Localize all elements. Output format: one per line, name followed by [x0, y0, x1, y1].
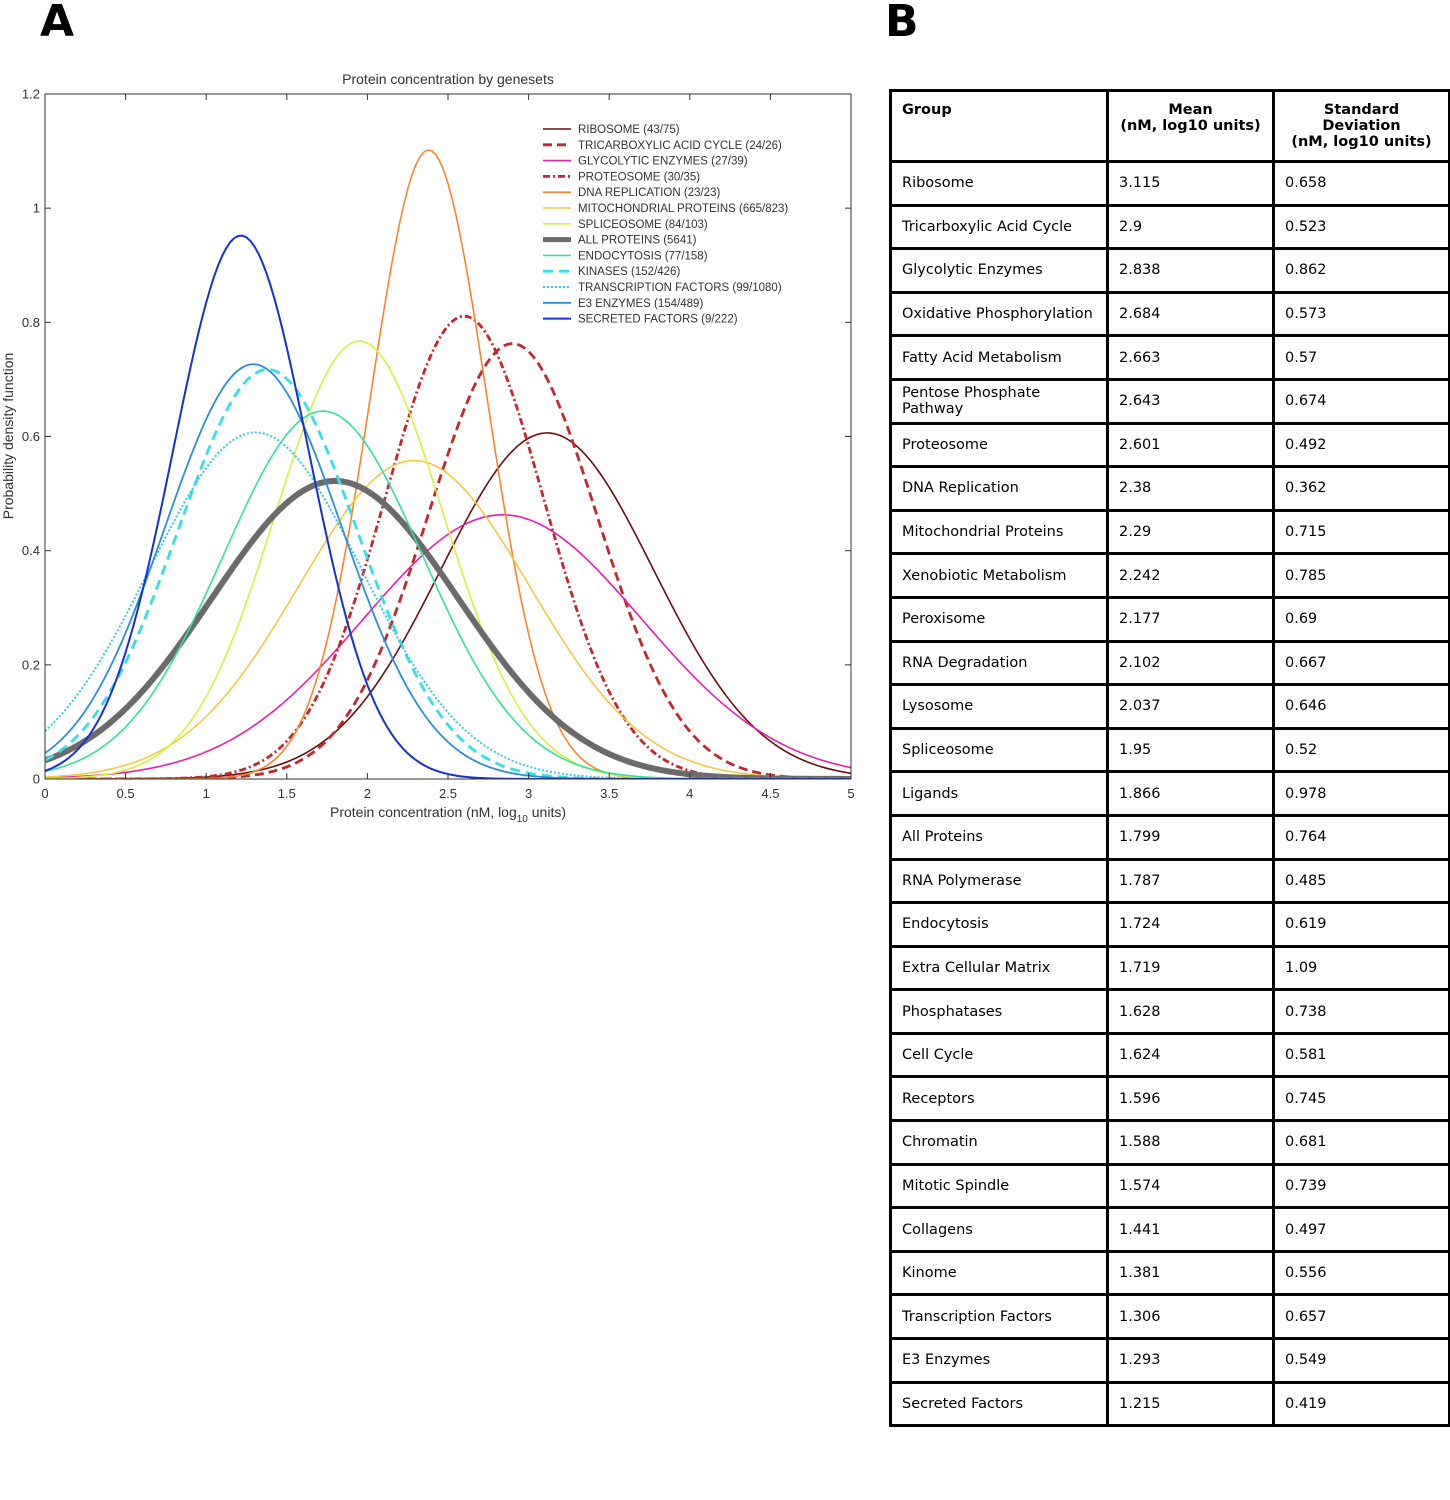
- cell-sd: 0.573: [1274, 292, 1450, 336]
- cell-sd: 0.715: [1274, 510, 1450, 554]
- y-tick-label: 0.2: [21, 657, 40, 673]
- table-row: [891, 292, 1450, 336]
- cell-mean: 1.381: [1108, 1251, 1274, 1295]
- y-axis-label: Probability density function: [0, 352, 16, 520]
- cell-group: Cell Cycle: [891, 1033, 1108, 1077]
- series-line: [45, 369, 851, 779]
- legend-entry: KINASES (152/426): [578, 266, 681, 279]
- x-tick-label: 2: [363, 786, 372, 801]
- cell-group: Lysosome: [891, 685, 1108, 729]
- series-layer: [45, 150, 851, 779]
- cell-group: Proteosome: [891, 423, 1108, 467]
- x-tick-label: 4.5: [761, 786, 780, 801]
- table-row: [891, 946, 1450, 990]
- cell-group: Chromatin: [891, 1121, 1108, 1165]
- table-row: [891, 1121, 1450, 1165]
- cell-sd: 0.362: [1274, 467, 1450, 511]
- cell-group: Xenobiotic Metabolism: [891, 554, 1108, 598]
- cell-sd: 0.785: [1274, 554, 1450, 598]
- legend-entry: ENDOCYTOSIS (77/158): [578, 250, 708, 263]
- x-axis-label-suffix: units): [527, 804, 567, 820]
- x-tick-label: 3: [524, 786, 533, 801]
- cell-sd: 0.764: [1274, 815, 1450, 859]
- cell-mean: 2.9: [1108, 205, 1274, 249]
- cell-sd: 0.739: [1274, 1164, 1450, 1208]
- cell-mean: 3.115: [1108, 162, 1274, 206]
- series-line: [45, 150, 851, 779]
- cell-sd: 0.646: [1274, 685, 1450, 729]
- cell-sd: 0.549: [1274, 1339, 1450, 1383]
- x-axis-label-prefix: Protein concentration (nM, log: [329, 804, 517, 820]
- cell-mean: 2.242: [1108, 554, 1274, 598]
- table-header-row: [891, 91, 1450, 162]
- legend-entry: DNA REPLICATION (23/23): [578, 187, 721, 200]
- cell-group: Extra Cellular Matrix: [891, 946, 1108, 990]
- table-row: [891, 1164, 1450, 1208]
- y-tick-label: 0.4: [21, 543, 40, 559]
- x-tick-label: 2.5: [438, 786, 458, 801]
- cell-sd: 0.57: [1274, 336, 1450, 380]
- cell-sd: 0.581: [1274, 1033, 1450, 1077]
- cell-sd: 0.745: [1274, 1077, 1450, 1121]
- x-axis-label: [330, 804, 566, 825]
- cell-sd: 0.738: [1274, 990, 1450, 1034]
- cell-mean: 2.29: [1108, 510, 1274, 554]
- legend-entry: ALL PROTEINS (5641): [578, 234, 697, 247]
- ticks-layer: [22, 87, 855, 802]
- table-row: [891, 772, 1450, 816]
- table-row: [891, 1251, 1450, 1295]
- cell-sd: 0.485: [1274, 859, 1450, 903]
- cell-group: Tricarboxylic Acid Cycle: [891, 205, 1108, 249]
- cell-group: Transcription Factors: [891, 1295, 1108, 1339]
- table-row: [891, 1033, 1450, 1077]
- legend-entry: RIBOSOME (43/75): [578, 124, 680, 136]
- table-row: [891, 815, 1450, 859]
- cell-mean: 2.838: [1108, 249, 1274, 293]
- cell-group: Collagens: [891, 1208, 1108, 1252]
- cell-group: Glycolytic Enzymes: [891, 249, 1108, 293]
- cell-mean: 2.601: [1108, 423, 1274, 467]
- cell-sd: 1.09: [1274, 946, 1450, 990]
- cell-sd: 0.657: [1274, 1295, 1450, 1339]
- table-row: [891, 685, 1450, 729]
- cell-mean: 1.596: [1108, 1077, 1274, 1121]
- table-row: [891, 379, 1450, 423]
- cell-mean: 1.293: [1108, 1339, 1274, 1383]
- y-tick-label: 0.8: [21, 314, 40, 330]
- y-tick-label: 1.2: [21, 86, 40, 102]
- legend-entry: TRANSCRIPTION FACTORS (99/1080): [578, 282, 782, 294]
- cell-mean: 2.643: [1108, 379, 1274, 423]
- cell-mean: 2.38: [1108, 467, 1274, 511]
- cell-group: Endocytosis: [891, 903, 1108, 947]
- cell-group: Spliceosome: [891, 728, 1108, 772]
- cell-mean: 2.037: [1108, 685, 1274, 729]
- cell-group: All Proteins: [891, 815, 1108, 859]
- cell-mean: 1.624: [1108, 1033, 1274, 1077]
- cell-mean: 1.799: [1108, 815, 1274, 859]
- cell-sd: 0.619: [1274, 903, 1450, 947]
- cell-group: DNA Replication: [891, 467, 1108, 511]
- cell-group: Phosphatases: [891, 990, 1108, 1034]
- y-tick-label: 1: [32, 200, 40, 216]
- cell-group: Pentose Phosphate Pathway: [891, 379, 1108, 423]
- cell-group: RNA Polymerase: [891, 859, 1108, 903]
- legend-entry: PROTEOSOME (30/35): [578, 171, 701, 184]
- cell-sd: 0.862: [1274, 249, 1450, 293]
- cell-mean: 1.215: [1108, 1382, 1274, 1426]
- legend-entry: SPLICEOSOME (84/103): [578, 218, 708, 231]
- cell-group: E3 Enzymes: [891, 1339, 1108, 1383]
- cell-sd: 0.681: [1274, 1121, 1450, 1165]
- series-line: [45, 364, 851, 779]
- cell-group: RNA Degradation: [891, 641, 1108, 685]
- cell-group: Mitotic Spindle: [891, 1164, 1108, 1208]
- table-row: [891, 1295, 1450, 1339]
- cell-mean: 2.684: [1108, 292, 1274, 336]
- cell-sd: 0.492: [1274, 423, 1450, 467]
- cell-sd: 0.523: [1274, 205, 1450, 249]
- cell-sd: 0.497: [1274, 1208, 1450, 1252]
- y-tick-label: 0: [32, 771, 40, 787]
- cell-mean: 1.574: [1108, 1164, 1274, 1208]
- cell-mean: 1.719: [1108, 946, 1274, 990]
- table-row: [891, 641, 1450, 685]
- table-row: [891, 162, 1450, 206]
- cell-mean: 1.628: [1108, 990, 1274, 1034]
- table-row: [891, 1077, 1450, 1121]
- table-row: [891, 990, 1450, 1034]
- cell-group: Kinome: [891, 1251, 1108, 1295]
- pdf-line-chart: [0, 60, 870, 840]
- table-row: [891, 510, 1450, 554]
- cell-group: Peroxisome: [891, 597, 1108, 641]
- cell-group: Ligands: [891, 772, 1108, 816]
- cell-mean: 2.663: [1108, 336, 1274, 380]
- stats-table: [889, 89, 1450, 1427]
- cell-group: Secreted Factors: [891, 1382, 1108, 1426]
- cell-group: Fatty Acid Metabolism: [891, 336, 1108, 380]
- legend-entry: GLYCOLYTIC ENZYMES (27/39): [578, 155, 748, 168]
- chart-legend: [543, 124, 788, 326]
- table-row: [891, 859, 1450, 903]
- cell-mean: 1.724: [1108, 903, 1274, 947]
- table-row: [891, 597, 1450, 641]
- cell-sd: 0.556: [1274, 1251, 1450, 1295]
- cell-mean: 1.866: [1108, 772, 1274, 816]
- x-tick-label: 4: [686, 786, 694, 801]
- x-tick-label: 0.5: [116, 786, 135, 801]
- cell-mean: 2.177: [1108, 597, 1274, 641]
- cell-mean: 1.441: [1108, 1208, 1274, 1252]
- table-row: [891, 423, 1450, 467]
- cell-sd: 0.978: [1274, 772, 1450, 816]
- table-row: [891, 728, 1450, 772]
- table-row: [891, 467, 1450, 511]
- cell-mean: 1.588: [1108, 1121, 1274, 1165]
- legend-entry: SECRETED FACTORS (9/222): [578, 313, 738, 326]
- plot-frame: [45, 94, 851, 779]
- panel-label-b: B: [885, 0, 919, 47]
- x-tick-label: 0: [41, 786, 49, 801]
- legend-entry: MITOCHONDRIAL PROTEINS (665/823): [578, 203, 789, 215]
- cell-group: Ribosome: [891, 162, 1108, 206]
- x-tick-label: 5: [847, 786, 855, 801]
- legend-entry: E3 ENZYMES (154/489): [578, 297, 704, 310]
- x-tick-label: 1.5: [277, 786, 296, 801]
- cell-sd: 0.674: [1274, 379, 1450, 423]
- cell-mean: 2.102: [1108, 641, 1274, 685]
- cell-mean: 1.787: [1108, 859, 1274, 903]
- cell-sd: 0.667: [1274, 641, 1450, 685]
- header-sd: Standard Deviation (nM, log10 units): [1274, 91, 1450, 162]
- series-line: [45, 461, 851, 779]
- cell-sd: 0.658: [1274, 162, 1450, 206]
- x-tick-label: 1: [202, 786, 210, 801]
- table-row: [891, 1339, 1450, 1383]
- cell-sd: 0.52: [1274, 728, 1450, 772]
- x-tick-label: 3.5: [600, 786, 619, 801]
- table-row: [891, 554, 1450, 598]
- legend-entry: TRICARBOXYLIC ACID CYCLE (24/26): [578, 139, 782, 152]
- cell-group: Mitochondrial Proteins: [891, 510, 1108, 554]
- table-row: [891, 336, 1450, 380]
- panel-label-a: A: [40, 0, 75, 47]
- cell-sd: 0.69: [1274, 597, 1450, 641]
- table-row: [891, 249, 1450, 293]
- table-row: [891, 1382, 1450, 1426]
- cell-mean: 1.306: [1108, 1295, 1274, 1339]
- cell-group: Receptors: [891, 1077, 1108, 1121]
- header-mean: Mean (nM, log10 units): [1108, 91, 1274, 162]
- chart-title: Protein concentration by genesets: [342, 71, 554, 87]
- table-row: [891, 205, 1450, 249]
- y-tick-label: 0.6: [21, 429, 40, 444]
- table-row: [891, 903, 1450, 947]
- header-group: Group: [891, 91, 1108, 162]
- cell-group: Oxidative Phosphorylation: [891, 292, 1108, 336]
- cell-sd: 0.419: [1274, 1382, 1450, 1426]
- x-axis-label-sub: 10: [516, 814, 528, 825]
- table-row: [891, 1208, 1450, 1252]
- cell-mean: 1.95: [1108, 728, 1274, 772]
